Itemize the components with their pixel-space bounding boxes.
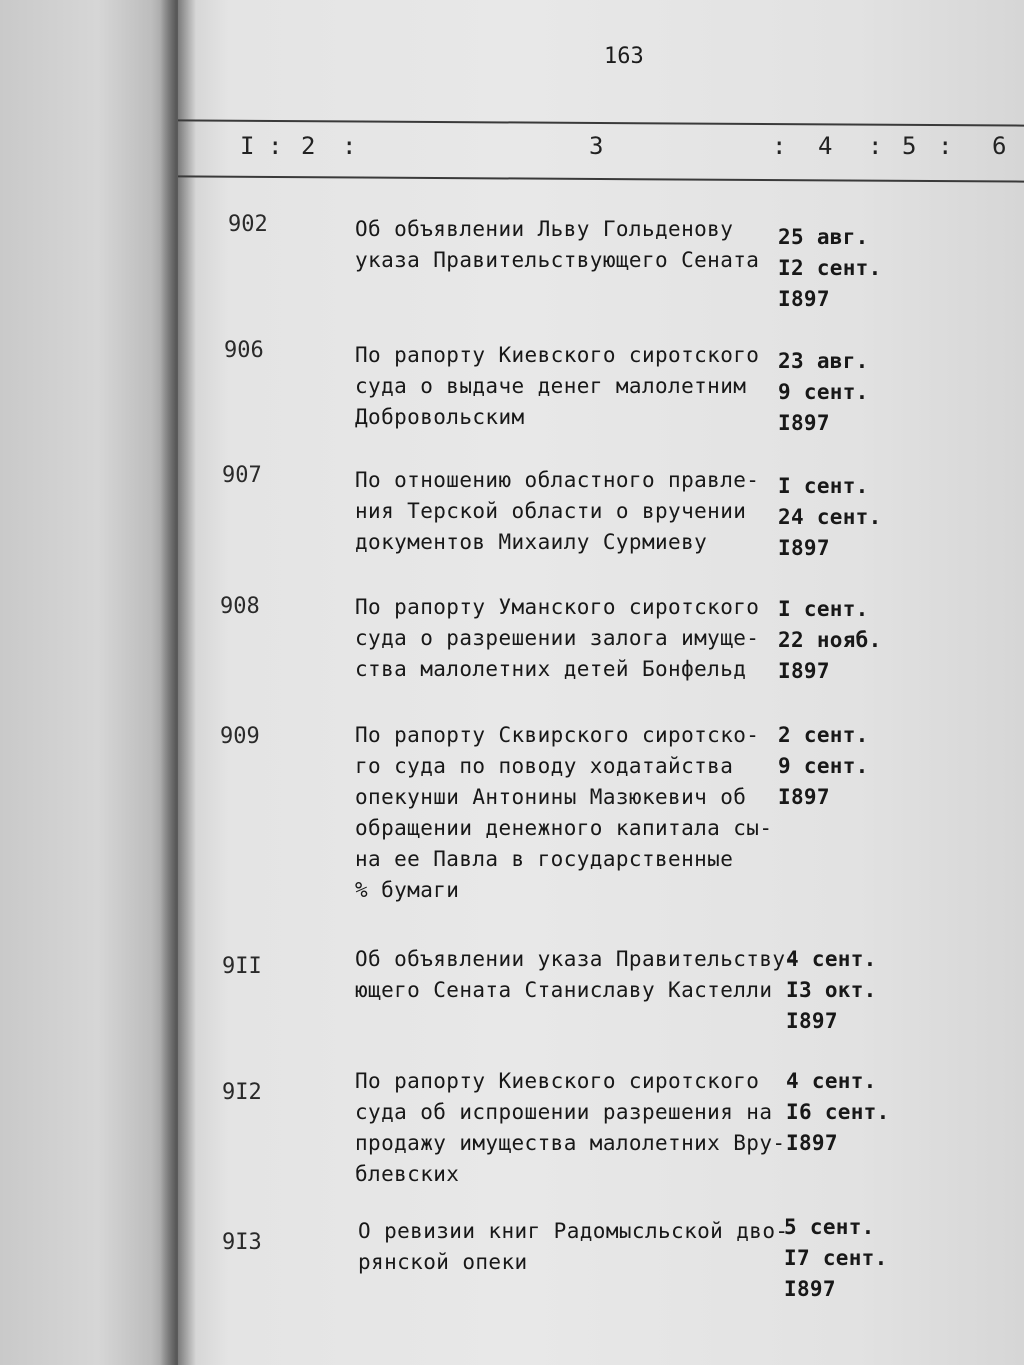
entry-dates: I сент. 24 сент. I897 [778,474,882,560]
entry-description: Об объявлении указа Правительству- ющего Сената Станиславу Кастелли [355,947,799,1002]
column-separator: : [268,132,283,160]
left-facing-page [0,0,178,1365]
entry-description: По отношению областного правле- ния Терской области о вручении документов Михаилу Сурмиеву [355,468,760,554]
column-separator: : [342,132,357,160]
column-separator: : [868,132,883,160]
page-number: 163 [604,44,644,69]
entry-dates: 4 сент. I6 сент. I897 [786,1069,890,1155]
entry-dates: I сент. 22 нояб. I897 [778,597,882,683]
entry-description: По рапорту Уманского сиротского суда о разрешении залога имуще- ства малолетних детей Бонфельд [355,595,760,681]
entry-dates: 23 авг. 9 сент. I897 [778,349,869,435]
entry-dates: 2 сент. 9 сент. I897 [778,723,869,809]
column-separator: : [772,132,787,160]
column-header-3: 3 [589,132,604,160]
entry-number: 909 [220,724,260,749]
entry-dates: 4 сент. I3 окт. I897 [786,947,877,1033]
entry-number: 907 [222,463,262,488]
column-header-1: I [240,132,255,160]
entry-number: 9I3 [222,1230,262,1255]
column-separator: : [938,132,953,160]
entry-number: 908 [220,594,260,619]
entry-description: Об объявлении Льву Гольденову указа Правительствующего Сената [355,217,760,272]
entry-number: 906 [224,338,264,363]
entry-number: 902 [228,212,268,237]
entry-description: О ревизии книг Радомысльской дво- рянской опеки [358,1219,789,1274]
column-header-6: 6 [992,132,1007,160]
entry-number: 9I2 [222,1080,262,1105]
column-header-5: 5 [902,132,917,160]
entry-number: 9II [222,954,262,979]
entry-description: По рапорту Сквирского сиротско- го суда по поводу ходатайства опекунши Антонины Мазюкевич об обращении денежного капитала сы- на ее Павла в государственные % бумаги [355,723,773,902]
entry-description: По рапорту Киевского сиротского суда об испрошении разрешения на продажу имущества малолетних Вру- блевских [355,1069,786,1186]
book-gutter [160,0,196,1365]
column-header-2: 2 [301,132,316,160]
column-header-4: 4 [818,132,833,160]
entry-dates: 5 сент. I7 сент. I897 [784,1215,888,1301]
entry-dates: 25 авг. I2 сент. I897 [778,225,882,311]
entry-description: По рапорту Киевского сиротского суда о выдаче денег малолетним Добровольским [355,343,760,429]
